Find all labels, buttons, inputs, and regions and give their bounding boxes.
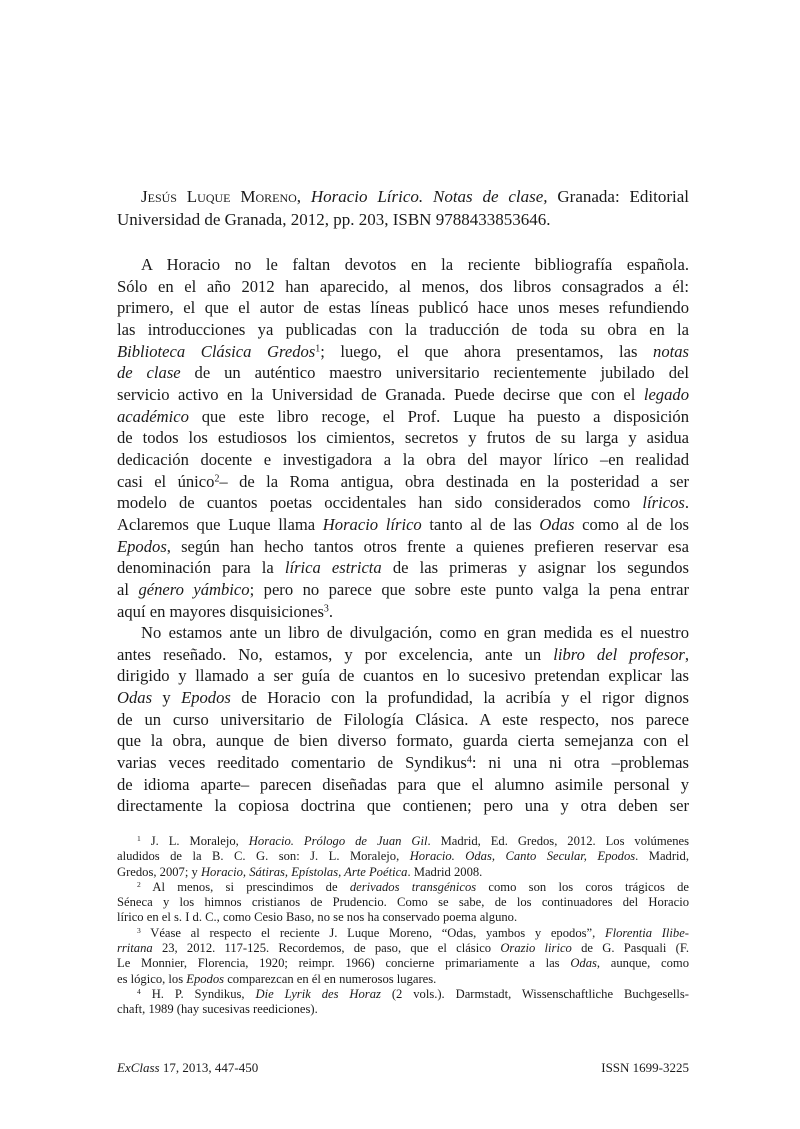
text-run: A Horacio no le faltan devotos en la reciente bibliografía española. <box>141 255 689 274</box>
footnote-line <box>117 1002 689 1017</box>
body-line <box>117 341 689 363</box>
text-run: : ni una ni otra –problemas <box>471 753 690 773</box>
body-line <box>117 492 689 514</box>
body-line <box>117 601 689 623</box>
italic-text: Epodos <box>117 536 167 556</box>
text-run: Granada: Editorial <box>547 187 689 206</box>
text-run: que la obra, aunque de bien diverso formato, guarda cierta semejanza con el <box>117 731 689 751</box>
italic-text: lírica estricta <box>284 558 382 578</box>
journal-volume-pages: 17, 2013, 447-450 <box>159 1060 259 1075</box>
text-run: lírico en el s. I d. C., como Cesio Baso, no se nos ha conservado poema alguno. <box>117 910 518 925</box>
footnote-line <box>117 941 689 956</box>
text-run: , según han hecho tantos otros frente a quienes prefieren reservar esa <box>166 536 689 556</box>
body-line <box>117 471 689 493</box>
body-line <box>117 579 689 601</box>
body-line <box>117 536 689 558</box>
body-line <box>117 644 689 666</box>
header-line <box>117 209 689 232</box>
text-run: J. L. Moralejo, <box>140 834 249 848</box>
text-run: al <box>117 579 139 599</box>
italic-text: líricos <box>642 493 685 513</box>
text-run: de idioma aparte– parecen diseñadas para que el alumno asimile personal y <box>117 774 689 794</box>
italic-text: Biblioteca Clásica Gredos <box>117 341 316 361</box>
text-run: como son los coros trágicos de <box>476 879 690 894</box>
footnote-line <box>117 865 689 880</box>
footnote-line <box>117 987 689 1002</box>
body-line <box>117 449 689 471</box>
italic-text: Die Lyrik des Horaz <box>255 986 381 1001</box>
italic-text: Florentia Ilibe- <box>604 925 689 940</box>
text-run: es lógico, los <box>117 971 187 986</box>
footer-issn: ISSN 1699-3225 <box>601 1060 689 1075</box>
text-run: Universidad de Granada, 2012, pp. 203, ISBN 9788433853646. <box>117 209 551 229</box>
body-line <box>117 709 689 731</box>
italic-text: Horacio Lírico. Notas de clase, <box>310 187 548 206</box>
italic-text: derivados transgénicos <box>349 879 477 894</box>
text-run: aludidos de la B. C. G. son: J. L. Moralejo, <box>117 849 410 864</box>
text-run: Sólo en el año 2012 han aparecido, al menos, dos libros consagrados a él: <box>117 276 689 296</box>
text-run: las introducciones ya publicadas con la traducción de toda su obra en la <box>117 319 689 339</box>
text-run: servicio activo en la Universidad de Granada. Puede decirse que con el <box>117 384 644 404</box>
header-line <box>117 186 689 209</box>
text-run: de G. Pasquali (F. <box>571 941 689 956</box>
text-run: de todos los estudiosos los cimientos, secretos y frutos de su larga y asidua <box>117 428 689 448</box>
text-run: . Madrid, Ed. Gredos, 2012. Los volúmenes <box>427 834 689 848</box>
body-line <box>117 514 689 536</box>
text-run: . Madrid 2008. <box>407 864 483 879</box>
body-line <box>117 254 689 276</box>
body-line <box>117 427 689 449</box>
text-run: (2 vols.). Darmstadt, Wissenschaftliche Buchgesells- <box>380 986 689 1001</box>
footnote-line <box>117 926 689 941</box>
body-line <box>117 319 689 341</box>
body-line <box>117 362 689 384</box>
footnote-line <box>117 849 689 864</box>
text-run: aquí en mayores disquisiciones <box>117 601 324 621</box>
text-run: 23, 2012. 117-125. Recordemos, de paso, que el clásico <box>152 941 501 956</box>
italic-text: Odas <box>570 956 597 971</box>
journal-name: ExClass <box>117 1060 160 1075</box>
italic-text: libro del profesor <box>553 644 685 664</box>
text-run: Aclaremos que Luque llama <box>117 514 323 534</box>
text-run: casi el único <box>117 471 215 491</box>
text-run: , aunque, como <box>596 956 689 971</box>
text-run: de un auténtico maestro universitario recientemente jubilado del <box>180 363 689 383</box>
text-run: y <box>152 688 182 708</box>
text-run: directamente la copiosa doctrina que contienen; pero una y otra deben ser <box>117 796 689 816</box>
footnote-ref: 4 <box>466 754 472 766</box>
text-run: que este libro recoge, el Prof. Luque ha puesto a disposición <box>188 406 689 426</box>
text-run: chaft, 1989 (hay sucesivas reediciones). <box>117 1002 318 1017</box>
italic-text: Odas <box>117 688 153 708</box>
footnote-ref: 3 <box>137 925 141 935</box>
text-run: . <box>328 601 334 621</box>
italic-text: Orazio lirico <box>500 941 572 956</box>
footnote-ref: 2 <box>137 879 141 889</box>
review-body <box>117 254 689 817</box>
text-run: Le Monnier, Florencia, 1920; reimpr. 1966) concierne primariamente a las <box>117 956 571 971</box>
footnotes <box>117 834 689 1018</box>
text-run: primero, el que el autor de estas líneas publicó hace unos meses refundiendo <box>117 298 689 318</box>
small-caps-text: Jesús Luque Moreno <box>141 187 297 206</box>
body-line <box>117 774 689 796</box>
body-line <box>117 406 689 428</box>
italic-text: Epodos <box>181 688 231 708</box>
italic-text: Horacio lírico <box>322 514 422 534</box>
text-run: Séneca y los himnos cristianos de Prudencio. Como se sabe, de los continuadores del Horacio <box>117 895 689 910</box>
text-run: , <box>296 187 311 206</box>
footnote-line <box>117 972 689 987</box>
footnote-line <box>117 834 689 849</box>
text-run: antes reseñado. No, estamos, y por excelencia, ante un <box>117 644 554 664</box>
italic-text: legado <box>643 384 689 404</box>
page-footer <box>117 1060 689 1076</box>
body-line <box>117 665 689 687</box>
footnote-ref: 4 <box>137 986 141 996</box>
footnote-line <box>117 956 689 971</box>
footnote-line <box>117 880 689 895</box>
text-run: de las primeras y asignar los segundos <box>381 558 689 578</box>
text-run: H. P. Syndikus, <box>140 986 256 1001</box>
footnote-ref: 1 <box>137 833 141 843</box>
text-run: de un curso universitario de Filología Clásica. A este respecto, nos parece <box>117 709 689 729</box>
text-run: tanto al de las <box>421 514 540 534</box>
italic-text: Epodos <box>186 971 225 986</box>
body-line <box>117 297 689 319</box>
body-line <box>117 795 689 817</box>
body-line <box>117 276 689 298</box>
body-line <box>117 557 689 579</box>
text-run: como al de los <box>574 514 689 534</box>
italic-text: notas <box>653 341 689 361</box>
text-run: – de la Roma antigua, obra destinada en la posteridad a ser <box>219 471 689 491</box>
text-run: modelo de cuantos poetas occidentales han sido considerados como <box>117 493 643 513</box>
body-line <box>117 730 689 752</box>
body-line <box>117 622 689 644</box>
bibliographic-header <box>117 186 689 231</box>
italic-text: género yámbico <box>138 579 250 599</box>
italic-text: académico <box>117 406 189 426</box>
text-run: dedicación docente e investigadora a la obra del mayor lírico –en realidad <box>117 449 689 469</box>
italic-text: rritana <box>117 941 153 956</box>
footnote-ref: 1 <box>315 343 321 355</box>
text-run: varias veces reeditado comentario de Syndikus <box>117 753 467 773</box>
text-run: Al menos, si prescindimos de <box>140 879 350 894</box>
text-run: comparezcan en él en numerosos lugares. <box>224 971 437 986</box>
footnote-line <box>117 895 689 910</box>
text-run: No estamos ante un libro de divulgación, como en gran medida es el nuestro <box>141 623 689 643</box>
italic-text: Horacio. Odas, Canto Secular, Epodos <box>409 849 636 864</box>
text-run: de Horacio con la profundidad, la acribía y el rigor dignos <box>230 688 690 708</box>
text-run: ; luego, el que ahora presentamos, las <box>320 341 654 361</box>
text-run: denominación para la <box>117 558 285 578</box>
body-line <box>117 752 689 774</box>
footnote-ref: 2 <box>214 473 220 485</box>
text-run: Gredos, 2007; y <box>117 864 201 879</box>
italic-text: Horacio. Prólogo de Juan Gil <box>248 834 428 848</box>
text-run: ; pero no parece que sobre este punto valga la pena entrar <box>249 579 690 599</box>
italic-text: Odas <box>539 514 575 534</box>
footnote-line <box>117 910 689 925</box>
text-run: , <box>684 644 689 664</box>
italic-text: Horacio, Sátiras, Epístolas, Arte Poética <box>200 864 408 879</box>
body-line <box>117 687 689 709</box>
body-line <box>117 384 689 406</box>
footer-citation <box>117 1060 258 1076</box>
text-run: . <box>684 493 689 513</box>
italic-text: de clase <box>117 363 181 383</box>
text-run: dirigido y llamado a ser guía de cuantos en lo sucesivo pretendan explicar las <box>117 666 689 686</box>
text-run: Véase al respecto el reciente J. Luque Moreno, “Odas, yambos y epodos”, <box>140 925 605 940</box>
text-run: . Madrid, <box>635 849 689 864</box>
footnote-ref: 3 <box>323 603 329 615</box>
